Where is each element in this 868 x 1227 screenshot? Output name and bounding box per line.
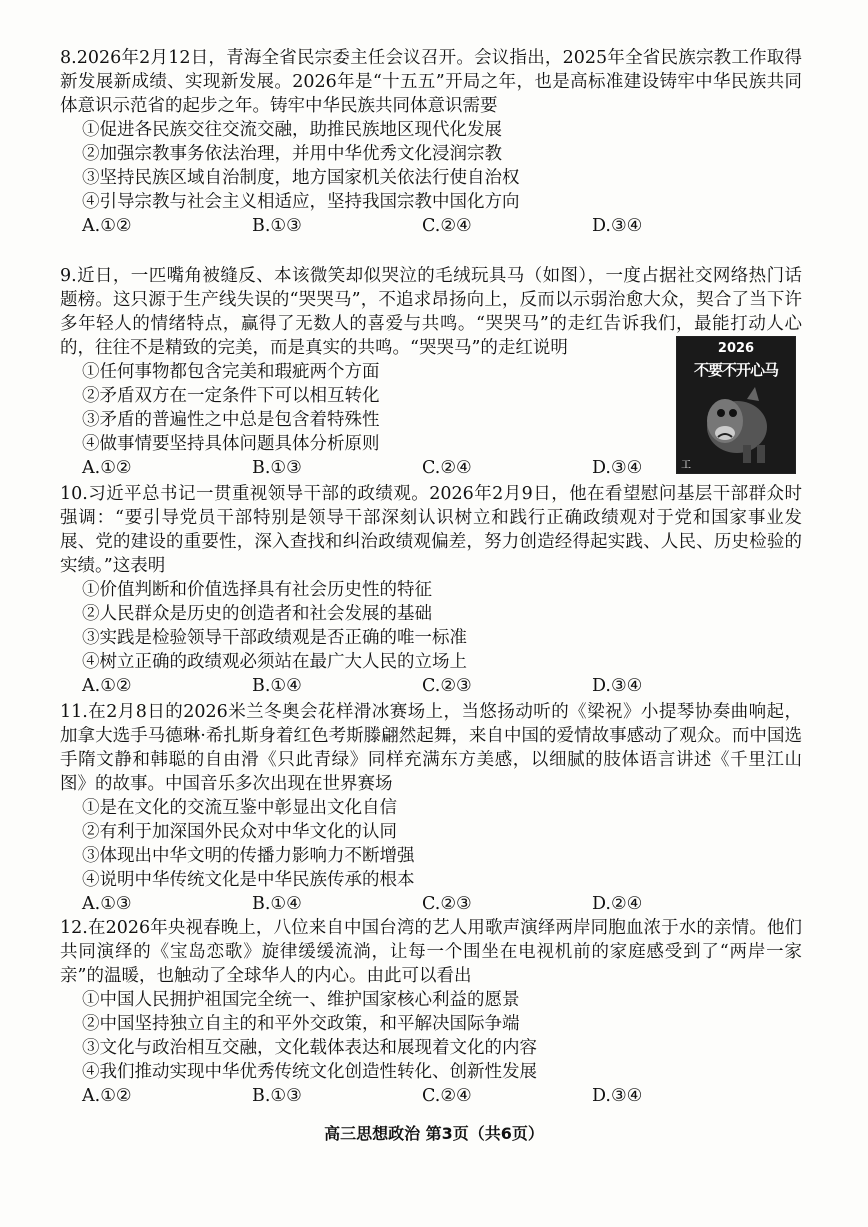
toy-horse-icon bbox=[677, 337, 795, 473]
toy-horse-image bbox=[676, 336, 796, 474]
figure-label: 工 bbox=[681, 460, 691, 471]
question-stem: 10.习近平总书记一贯重视领导干部的政绩观。2026年2月9日，他在看望慰问基层干部群众时强调：“要引导党员干部特别是领导干部深刻认识树立和践行正确政绩观对于党和国家事业发展、党的建设的重要性，深入查找和纠治政绩观偏差，努力创造经得起实践、人民、历史检验的实绩。”这表明 bbox=[60, 484, 802, 576]
choice-b: B.①④ bbox=[252, 676, 302, 696]
option-1: ①中国人民拥护祖国完全统一、维护国家核心利益的愿景 bbox=[82, 990, 520, 1010]
option-2: ②矛盾双方在一定条件下可以相互转化 bbox=[82, 386, 380, 406]
choice-b: B.①③ bbox=[252, 458, 302, 478]
option-2: ②中国坚持独立自主的和平外交政策，和平解决国际争端 bbox=[82, 1014, 520, 1034]
option-4: ④做事情要坚持具体问题具体分析原则 bbox=[82, 434, 380, 454]
answer-choices bbox=[60, 892, 802, 916]
question-stem: 11.在2月8日的2026米兰冬奥会花样滑冰赛场上，当悠扬动听的《梁祝》小提琴协奏曲响起，加拿大选手马德琳·希扎斯身着红色考斯滕翩然起舞，来自中国的爱情故事感动了观众。而中国选手隋文静和韩聪的自由滑《只此青绿》同样充满东方美感，以细腻的肢体语言讲述《千里江山图》的故事。中国音乐多次出现在世界赛场 bbox=[60, 702, 802, 794]
option-2: ②加强宗教事务依法治理，并用中华优秀文化浸润宗教 bbox=[82, 144, 502, 164]
choice-c: C.②④ bbox=[422, 216, 472, 236]
option-4: ④我们推动实现中华优秀传统文化创造性转化、创新性发展 bbox=[82, 1062, 537, 1082]
choice-a: A.①② bbox=[82, 1086, 132, 1106]
question-11 bbox=[60, 700, 802, 916]
figure-year: 2026 bbox=[717, 341, 755, 356]
page-footer: 高三思想政治 第3页（共6页） bbox=[324, 1124, 544, 1143]
option-2: ②有利于加深国外民众对中华文化的认同 bbox=[82, 822, 397, 842]
option-1: ①价值判断和价值选择具有社会历史性的特征 bbox=[82, 580, 432, 600]
choice-c: C.②③ bbox=[422, 894, 472, 914]
answer-choices bbox=[60, 674, 802, 698]
option-1: ①是在文化的交流互鉴中彰显出文化自信 bbox=[82, 798, 397, 818]
question-12 bbox=[60, 916, 802, 1108]
question-stem: 8.2026年2月12日，青海全省民宗委主任会议召开。会议指出，2025年全省民族宗教工作取得新发展新成绩、实现新发展。2026年是“十五五”开局之年，也是高标准建设铸牢中华民族共同体意识示范省的起步之年。铸牢中华民族共同体意识需要 bbox=[60, 48, 802, 116]
option-1: ①促进各民族交往交流交融，助推民族地区现代化发展 bbox=[82, 120, 502, 140]
choice-a: A.①② bbox=[82, 458, 132, 478]
option-4: ④树立正确的政绩观必须站在最广大人民的立场上 bbox=[82, 652, 467, 672]
choice-d: D.③④ bbox=[592, 1086, 643, 1106]
choice-a: A.①② bbox=[82, 676, 132, 696]
option-3: ③文化与政治相互交融，文化载体表达和展现着文化的内容 bbox=[82, 1038, 537, 1058]
choice-b: B.①④ bbox=[252, 894, 302, 914]
option-3: ③坚持民族区域自治制度，地方国家机关依法行使自治权 bbox=[82, 168, 520, 188]
question-stem: 9.近日，一匹嘴角被缝反、本该微笑却似哭泣的毛绒玩具马（如图），一度占据社交网络热门话题榜。这只源于生产线失误的“哭哭马”，不追求昂扬向上，反而以示弱治愈大众，契合了当下许多年轻人的情绪特点，赢得了无数人的喜爱与共鸣。“哭哭马”的走红告诉我们，最能打动人心的，往往不是精致的完美，而是真实的共鸣。“哭哭马”的走红说明 bbox=[60, 266, 802, 358]
choice-a: A.①③ bbox=[82, 894, 132, 914]
choice-d: D.③④ bbox=[592, 216, 643, 236]
option-4: ④说明中华传统文化是中华民族传承的根本 bbox=[82, 870, 415, 890]
choice-c: C.②④ bbox=[422, 458, 472, 478]
question-stem: 12.在2026年央视春晚上，八位来自中国台湾的艺人用歌声演绎两岸同胞血浓于水的亲情。他们共同演绎的《宝岛恋歌》旋律缓缓流淌，让每一个围坐在电视机前的家庭感受到了“两岸一家亲”的温暖，也触动了全球华人的内心。由此可以看出 bbox=[60, 918, 802, 986]
choice-b: B.①③ bbox=[252, 216, 302, 236]
figure-title: 不要不开心马 bbox=[693, 361, 778, 379]
option-3: ③体现出中华文明的传播力影响力不断增强 bbox=[82, 846, 415, 866]
choice-d: D.③④ bbox=[592, 676, 643, 696]
choice-d: D.②④ bbox=[592, 894, 643, 914]
question-8 bbox=[60, 46, 802, 238]
choice-c: C.②④ bbox=[422, 1086, 472, 1106]
option-1: ①任何事物都包含完美和瑕疵两个方面 bbox=[82, 362, 380, 382]
choice-a: A.①② bbox=[82, 216, 132, 236]
option-3: ③实践是检验领导干部政绩观是否正确的唯一标准 bbox=[82, 628, 467, 648]
option-4: ④引导宗教与社会主义相适应，坚持我国宗教中国化方向 bbox=[82, 192, 520, 212]
choice-b: B.①③ bbox=[252, 1086, 302, 1106]
choice-c: C.②③ bbox=[422, 676, 472, 696]
answer-choices bbox=[60, 214, 802, 238]
choice-d: D.③④ bbox=[592, 458, 643, 478]
option-2: ②人民群众是历史的创造者和社会发展的基础 bbox=[82, 604, 432, 624]
answer-choices bbox=[60, 1084, 802, 1108]
option-3: ③矛盾的普遍性之中总是包含着特殊性 bbox=[82, 410, 380, 430]
question-10 bbox=[60, 482, 802, 698]
